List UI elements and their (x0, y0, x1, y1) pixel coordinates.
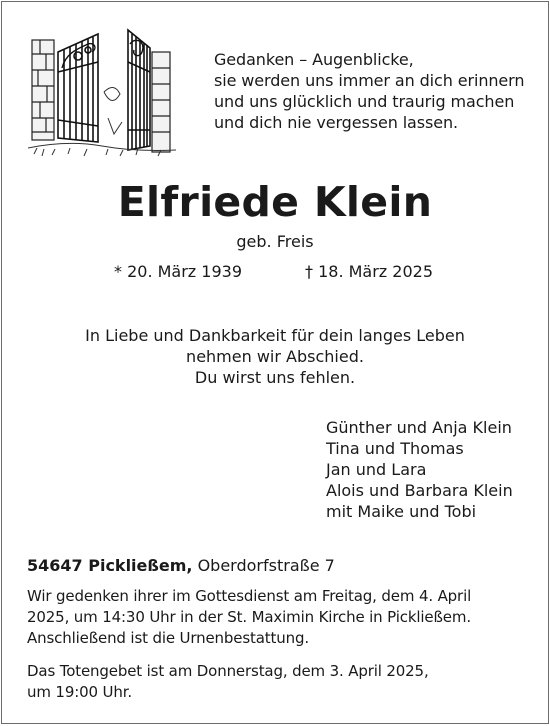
mourner: Alois und Barbara Klein (326, 481, 513, 500)
birth-date: * 20. März 1939 (114, 262, 243, 281)
address-place: 54647 Pickließem, (27, 556, 193, 575)
service-line: Anschließend ist die Urnenbestattung. (27, 629, 309, 647)
mourner: Günther und Anja Klein (326, 418, 512, 437)
poem-line: und uns glücklich und traurig machen (214, 92, 515, 111)
mourners-list (326, 417, 513, 522)
poem-line: sie werden uns immer an dich erinnern (214, 71, 525, 90)
poem-line: und dich nie vergessen lassen. (214, 113, 459, 132)
farewell-text (2, 325, 548, 388)
mourner: mit Maike und Tobi (326, 502, 477, 521)
farewell-line: nehmen wir Abschied. (186, 347, 364, 366)
service-line: Wir gedenken ihrer im Gottesdienst am Freitag, dem 4. April (27, 587, 472, 605)
death-date: † 18. März 2025 (305, 262, 434, 281)
service-info (27, 586, 537, 649)
deceased-name: Elfriede Klein (117, 178, 433, 226)
open-gate-icon (28, 22, 176, 160)
poem (214, 49, 524, 133)
obituary-notice (1, 1, 549, 724)
prayer-line: um 19:00 Uhr. (27, 683, 132, 701)
prayer-line: Das Totengebet ist am Donnerstag, dem 3. April 2025, (27, 662, 429, 680)
maiden-name: geb. Freis (236, 232, 314, 251)
mourner: Tina und Thomas (326, 439, 464, 458)
farewell-line: In Liebe und Dankbarkeit für dein langes Leben (85, 326, 465, 345)
address (27, 556, 335, 575)
poem-line: Gedanken – Augenblicke, (214, 50, 414, 69)
service-line: 2025, um 14:30 Uhr in der St. Maximin Kirche in Pickließem. (27, 608, 471, 626)
address-street: Oberdorfstraße 7 (192, 556, 335, 575)
prayer-info (27, 661, 537, 703)
farewell-line: Du wirst uns fehlen. (194, 368, 356, 387)
mourner: Jan und Lara (326, 460, 427, 479)
